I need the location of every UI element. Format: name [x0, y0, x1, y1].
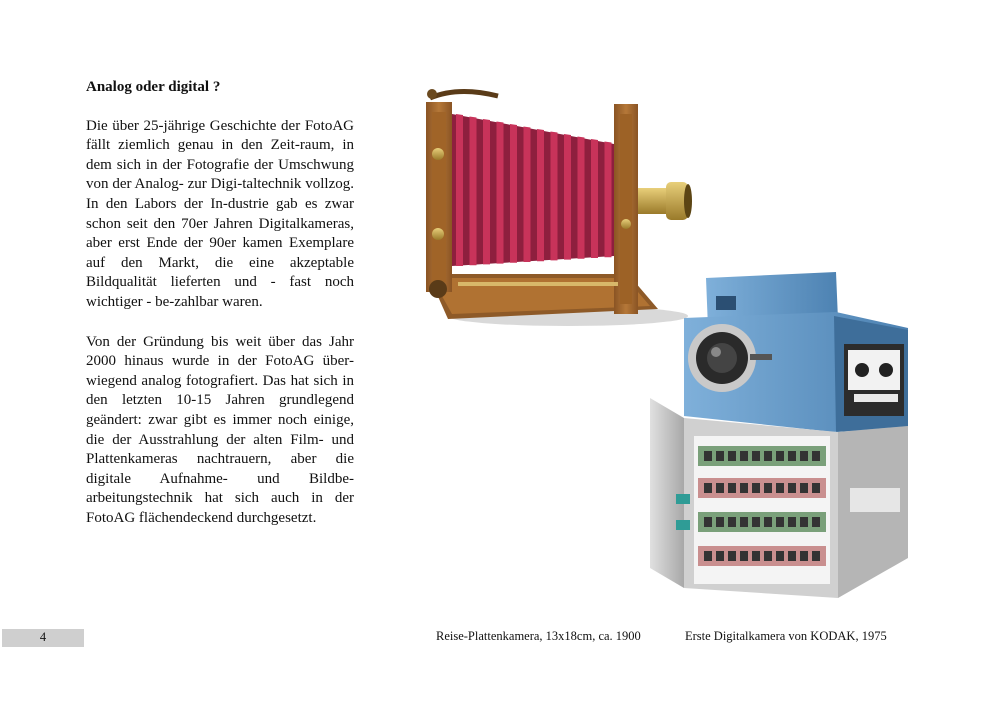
article-column: [86, 78, 354, 548]
caption-kodak-camera: Erste Digitalkamera von KODAK, 1975: [685, 629, 887, 643]
article-paragraph-2: Von der Gründung bis weit über das Jahr 2000 hinaus wurde in der FotoAG über-wiegend analog fotografiert. Das hat sich in den letzten 10-15 Jahren grundlegend geändert: zwar gibt es immer noch einige, die der Ausstrahlung der alten Film- und Plattenkameras nachtrauern, aber die digitale Aufnahme- und Bildbe-arbeitungstechnik hat sich auch in der FotoAG flächendeckend durchgesetzt.: [86, 333, 354, 526]
page-number-bar: [2, 629, 84, 647]
article-title: Analog oder digital ?: [86, 79, 221, 95]
kodak-camera-image: [640, 268, 940, 598]
article-paragraph-1: Die über 25-jährige Geschichte der FotoAG fällt ziemlich genau in den Zeit-raum, in dem sich in der Fotografie der Umschwung von der Analog- zur Digi-taltechnik vollzog. In den Labors der In-dustrie gab es zwar schon seit den 70er Jahren Digitalkameras, aber erst Ende der 90er kamen Exemplare auf den Markt, die eine akzeptable Bildqualität lieferten und - fast noch wichtiger - be-zahlbar waren.: [86, 117, 354, 310]
page-number: 4: [39, 630, 47, 644]
caption-plate-camera: Reise-Plattenkamera, 13x18cm, ca. 1900: [436, 629, 641, 643]
